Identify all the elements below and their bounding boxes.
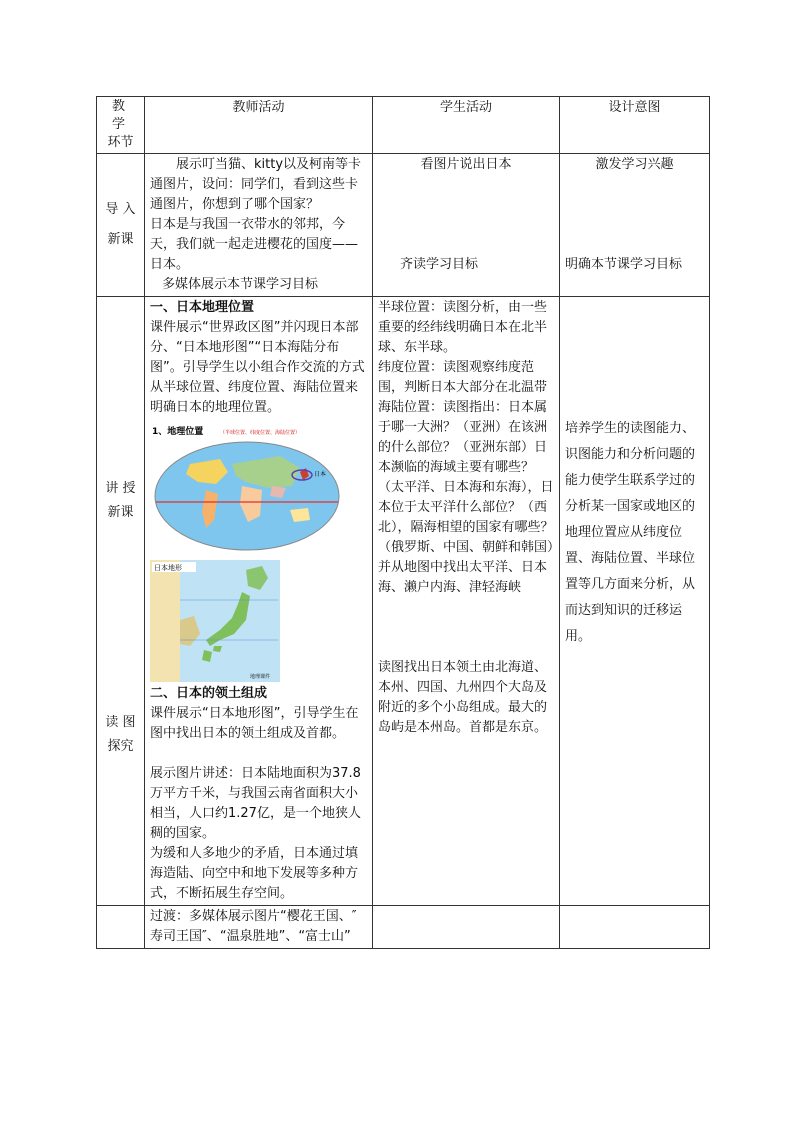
intro-row (97, 154, 710, 297)
main-design-cell (560, 297, 710, 906)
main-section-b-line2: 探究 (107, 739, 134, 754)
intro-student-cell (373, 154, 560, 297)
main-teacher-p3: 展示图片讲述：日本陆地面积为37.8万平方千米，与我国云南省面积大小相当，人口约1.27亿，是一个地狭人稠的国家。 (150, 766, 361, 841)
world-map-figure (150, 424, 344, 554)
intro-teacher-p2: 日本是与我国一衣带水的邻邦，今天，我们就一起走进樱花的国度——日本。 (150, 217, 359, 272)
japan-topo-map-image (150, 560, 280, 682)
main-section-b-line1: 读 图 (105, 715, 136, 730)
japan-topo-map-figure (150, 560, 280, 682)
map2-title: 日本地形 (154, 564, 182, 572)
intro-student-p2: 齐读学习目标 (400, 257, 479, 272)
main-student-cell (373, 297, 560, 906)
world-map-image (150, 424, 344, 554)
main-student-p4: 并从地图中找出太平洋、日本海、濑户内海、津轻海峡 (378, 560, 548, 595)
header-student: 学生活动 (373, 97, 560, 154)
main-row (97, 297, 710, 906)
intro-section-cell (97, 154, 145, 297)
main-section-cell (97, 297, 145, 906)
intro-section-line1: 导 入 (105, 202, 136, 217)
heading-geo-location: 一、日本地理位置 (150, 300, 255, 315)
map2-note: 地理课件 (250, 674, 271, 680)
header-design: 设计意图 (560, 97, 710, 154)
lesson-plan-table (96, 96, 710, 949)
intro-teacher-p1: 展示叮当猫、kitty以及柯南等卡通图片，设问：同学们，看到这些卡通图片，你想到了哪个国家？ (150, 157, 362, 212)
transition-design-cell (560, 906, 710, 949)
transition-teacher-cell (145, 906, 373, 949)
main-student-p3: 海陆位置：读图指出：日本属于哪一大洲？（亚洲）在该洲的什么部位？（亚洲东部）日本濒临的海域主要有哪些？（太平洋、日本海和东海），日本位于太平洋什么部位？（西北），隔海相望的国家有哪些？（俄罗斯、中国、朝鲜和韩国） (378, 400, 561, 555)
map1-title: 1、地理位置 (152, 427, 204, 437)
transition-student-cell (373, 906, 560, 949)
main-design-p1: 培养学生的读图能力、识图能力和分析问题的能力使学生联系学过的分析某一国家或地区的地理位置应从纬度位置、海陆位置、半球位置等几方面来分析，从而达到知识的迁移运用。 (565, 421, 696, 644)
main-student-p1: 半球位置：读图分析，由一些重要的经纬线明确日本在北半球、东半球。 (378, 300, 548, 355)
main-teacher-p2: 课件展示“日本地形图”，引导学生在图中找出日本的领土组成及首都。 (150, 706, 359, 741)
header-row (97, 97, 710, 154)
heading-territory: 二、日本的领土组成 (150, 686, 268, 701)
map1-subtitle: （半球位置、纬度位置、海陆位置） (220, 430, 301, 436)
main-section-a-line1: 讲 授 (105, 481, 136, 496)
main-teacher-p4: 为缓和人多地少的矛盾，日本通过填海造陆、向空中和地下发展等多种方式，不断拓展生存空间。 (150, 846, 359, 901)
main-student-p2: 纬度位置：读图观察纬度范围，判断日本大部分在北温带 (378, 360, 548, 395)
map1-japan-label: 日本 (314, 471, 327, 478)
header-section: 教 学 环节 (97, 97, 145, 154)
intro-teacher-cell (145, 154, 373, 297)
main-teacher-p1: 课件展示“世界政区图”并闪现日本部分、“日本地形图”“日本海陆分布图”。引导学生以小组合作交流的方式从半球位置、纬度位置、海陆位置来明确日本的地理位置。 (150, 320, 365, 415)
transition-teacher-p1: 过渡：多媒体展示图片“樱花王国、″寿司王国″、“温泉胜地”、“富士山” (150, 909, 357, 944)
intro-design-p1: 激发学习兴趣 (595, 157, 674, 172)
main-section-a-line2: 新课 (107, 505, 134, 520)
header-teacher: 教师活动 (145, 97, 373, 154)
transition-section-cell (97, 906, 145, 949)
main-teacher-cell (145, 297, 373, 906)
intro-student-p1: 看图片说出日本 (420, 157, 512, 172)
intro-design-cell (560, 154, 710, 297)
intro-section-line2: 新课 (107, 232, 134, 247)
main-student-p5: 读图找出日本领土由北海道、本州、四国、九州四个大岛及附近的多个小岛组成。最大的岛屿是本州岛。首都是东京。 (378, 660, 548, 735)
intro-design-p2: 明确本节课学习目标 (565, 257, 683, 272)
transition-row (97, 906, 710, 949)
intro-teacher-p3: 多媒体展示本节课学习目标 (162, 277, 319, 292)
